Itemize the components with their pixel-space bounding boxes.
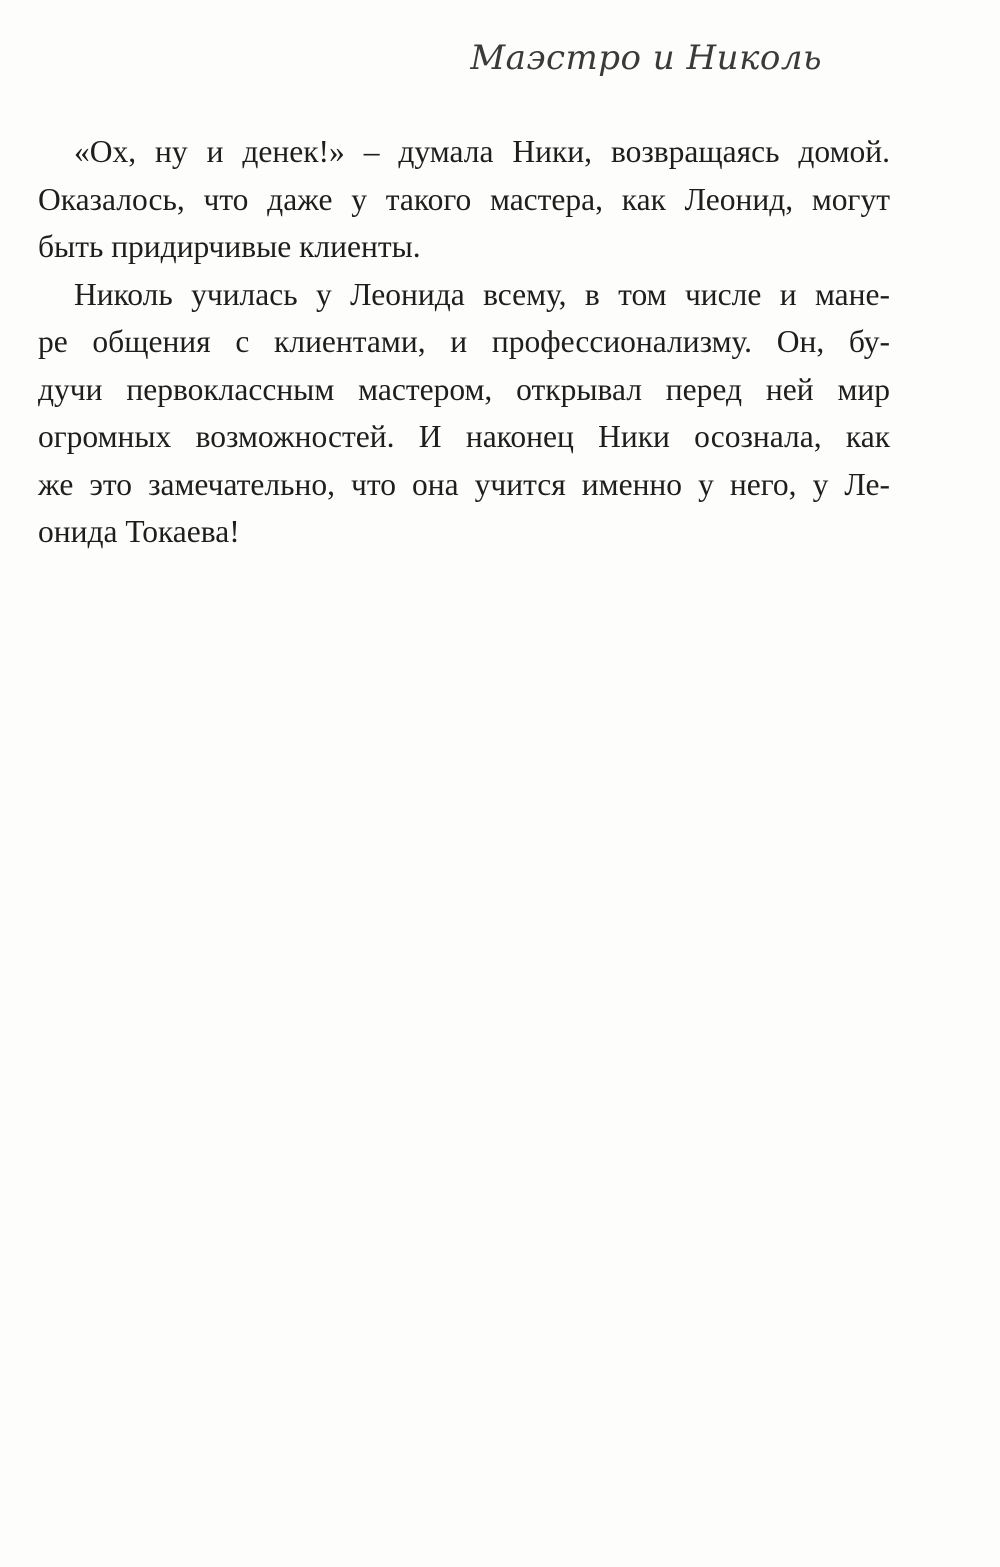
text-line: Николь училась у Леонида всему, в том числе и мане- — [74, 276, 890, 312]
text-line: огромных возможностей. И наконец Ники осознала, как — [38, 419, 890, 454]
text-line: дучи первоклассным мастером, открывал перед ней мир — [38, 371, 890, 407]
text-line: же это замечательно, что она учится именно у него, у Ле- — [38, 466, 890, 502]
text-line: онида Токаева! — [38, 514, 240, 549]
text-line: «Ох, ну и денек!» – думала Ники, возвращаясь домой. — [74, 134, 890, 169]
body-text — [38, 128, 890, 556]
text-line: Оказалось, что даже у такого мастера, как Леонид, могут — [38, 181, 890, 217]
running-head-title: Маэстро и Николь — [470, 38, 822, 78]
paragraph-2 — [38, 271, 890, 556]
text-line: ре общения с клиентами, и профессионализму. Он, бу- — [38, 324, 890, 359]
paragraph-1 — [38, 128, 890, 271]
text-line: быть придирчивые клиенты. — [38, 229, 421, 264]
